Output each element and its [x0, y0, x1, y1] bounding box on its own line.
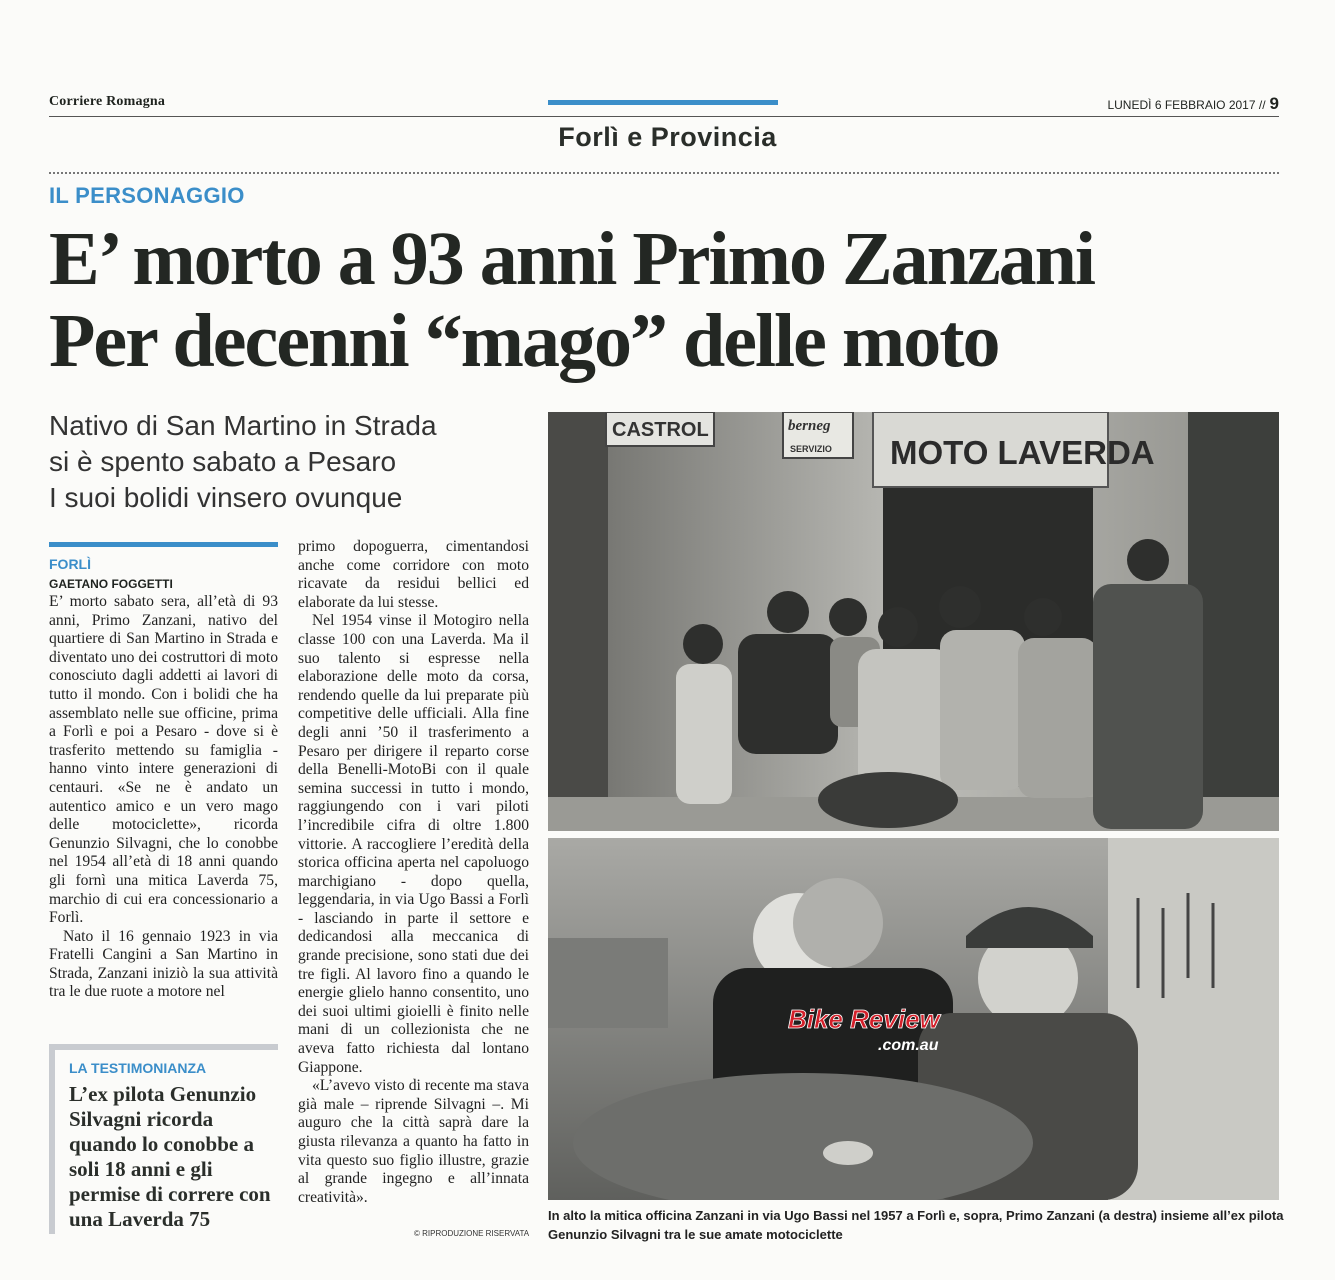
photo-zanzani-silvagni [548, 838, 1279, 1200]
sign-berneg: berneg [788, 418, 831, 434]
article-paragraph: «L’avevo visto di recente ma stava già male – riprende Silvagni –. Mi auguro che la città saprà dare la giusta rilevanza a quanto ha fatto in vita questo suo figlio illustre, grazie al grande ingegno e all’innata creatività». [298, 1077, 529, 1206]
date-text: LUNEDÌ 6 FEBBRAIO 2017 // [1107, 98, 1266, 112]
masthead-date [1107, 94, 1279, 114]
photo-workshop-1957-image [548, 412, 1279, 831]
photo-workshop-1957 [548, 412, 1279, 831]
testimony-text: L’ex pilota Genunzio Silvagni ricorda quando lo conobbe a soli 18 anni e gli permise di correre con una Laverda 75 [69, 1082, 271, 1231]
masthead-paper-name: Corriere Romagna [49, 94, 166, 109]
masthead-rule [49, 116, 1279, 117]
testimony-label: LA TESTIMONIANZA [69, 1060, 207, 1076]
article-paragraph: E’ morto sabato sera, all’età di 93 anni, Primo Zanzani, nativo del quartiere di San Martino in Strada e diventato uno dei costruttori di moto conosciuto dagli addetti ai lavori di tutto il mondo. Con i bolidi che ha assemblato nelle sue officine, prima a Forlì e poi a Pesaro - dove si è trasferito mettendo su famiglia - hanno vinto intere generazioni di centauri. «Se ne è andato un autentico amico e un vero mago delle motociclette», ricorda Genunzio Silvagni, che lo conobbe nel 1954 all’età di 18 anni quando gli fornì una mitica Laverda 75, marchio di cui era concessionario a Forlì. [49, 593, 278, 927]
article-column-1 [49, 593, 278, 1002]
section-title: Forlì e Provincia [558, 122, 777, 152]
photo-zanzani-silvagni-image [548, 838, 1279, 1200]
page-number: 9 [1269, 94, 1279, 113]
subhead-line-2: si è spento sabato a Pesaro [49, 446, 397, 477]
sign-servizio: SERVIZIO [790, 444, 832, 454]
copyright-notice: © RIPRODUZIONE RISERVATA [414, 1229, 530, 1238]
kicker: IL PERSONAGGIO [49, 183, 245, 208]
article-paragraph: Nato il 16 gennaio 1923 in via Fratelli Cangini a San Martino in Strada, Zanzani iniziò la sua attività tra le due ruote a motore nel [49, 927, 278, 1001]
sign-castrol: CASTROL [612, 419, 709, 441]
dateline-place: FORLÌ [49, 556, 91, 572]
watermark-brand: Bike Review [788, 1004, 940, 1034]
photo-caption: In alto la mitica officina Zanzani in via Ugo Bassi nel 1957 a Forlì e, sopra, Primo Zanzani (a destra) insieme all’ex pilota Genunzio Silvagni tra le sue amate motociclette [548, 1208, 1284, 1242]
testimony-box [49, 1044, 278, 1234]
sign-moto-laverda: MOTO LAVERDA [890, 434, 1155, 471]
article-paragraph: Nel 1954 vinse il Motogiro nella classe 100 con una Laverda. Ma il suo talento si espresse nella elaborazione delle moto da corsa, rendendo quelle da lui preparate più competitive delle ufficiali. Alla fine degli anni ’50 il trasferimento a Pesaro per dirigere il reparto corse della Benelli-MotoBi con il quale semina successi in tutto i mondo, raggiungendo con i vari piloti l’incredibile cifra di oltre 1.800 vittorie. A raccogliere l’eredità della storica officina aperta nel capoluogo marchigiano - dopo quella, leggendaria, in via Ugo Bassi a Forlì - lasciando in parte il settore e dedicandosi alla meccanica di grande precisione, sono stati due dei tre figli. Al lavoro fino a quando le energie glielo hanno consentito, uno dei suoi ultimi gioielli è finito nelle mani di un collezionista che ne aveva fatto richiesta dal lontano Giappone. [298, 612, 529, 1076]
section-dotted-rule [49, 172, 1279, 174]
headline [49, 218, 1094, 382]
subhead-line-3: I suoi bolidi vinsero ovunque [49, 482, 403, 513]
watermark-domain: .com.au [878, 1037, 939, 1054]
article-column-2 [298, 538, 529, 1207]
author-name: GAETANO FOGGETTI [49, 577, 173, 591]
headline-line-2: Per decenni “mago” delle moto [49, 299, 999, 383]
subhead-line-1: Nativo di San Martino in Strada [49, 410, 437, 441]
masthead-accent-bar [548, 100, 778, 105]
byline-accent-rule [49, 542, 278, 547]
headline-line-1: E’ morto a 93 anni Primo Zanzani [49, 217, 1095, 301]
subheadline [49, 408, 437, 516]
article-paragraph: primo dopoguerra, cimentandosi anche come corridore con moto ricavate da residui bellici ed elaborate da lui stesse. [298, 538, 529, 611]
